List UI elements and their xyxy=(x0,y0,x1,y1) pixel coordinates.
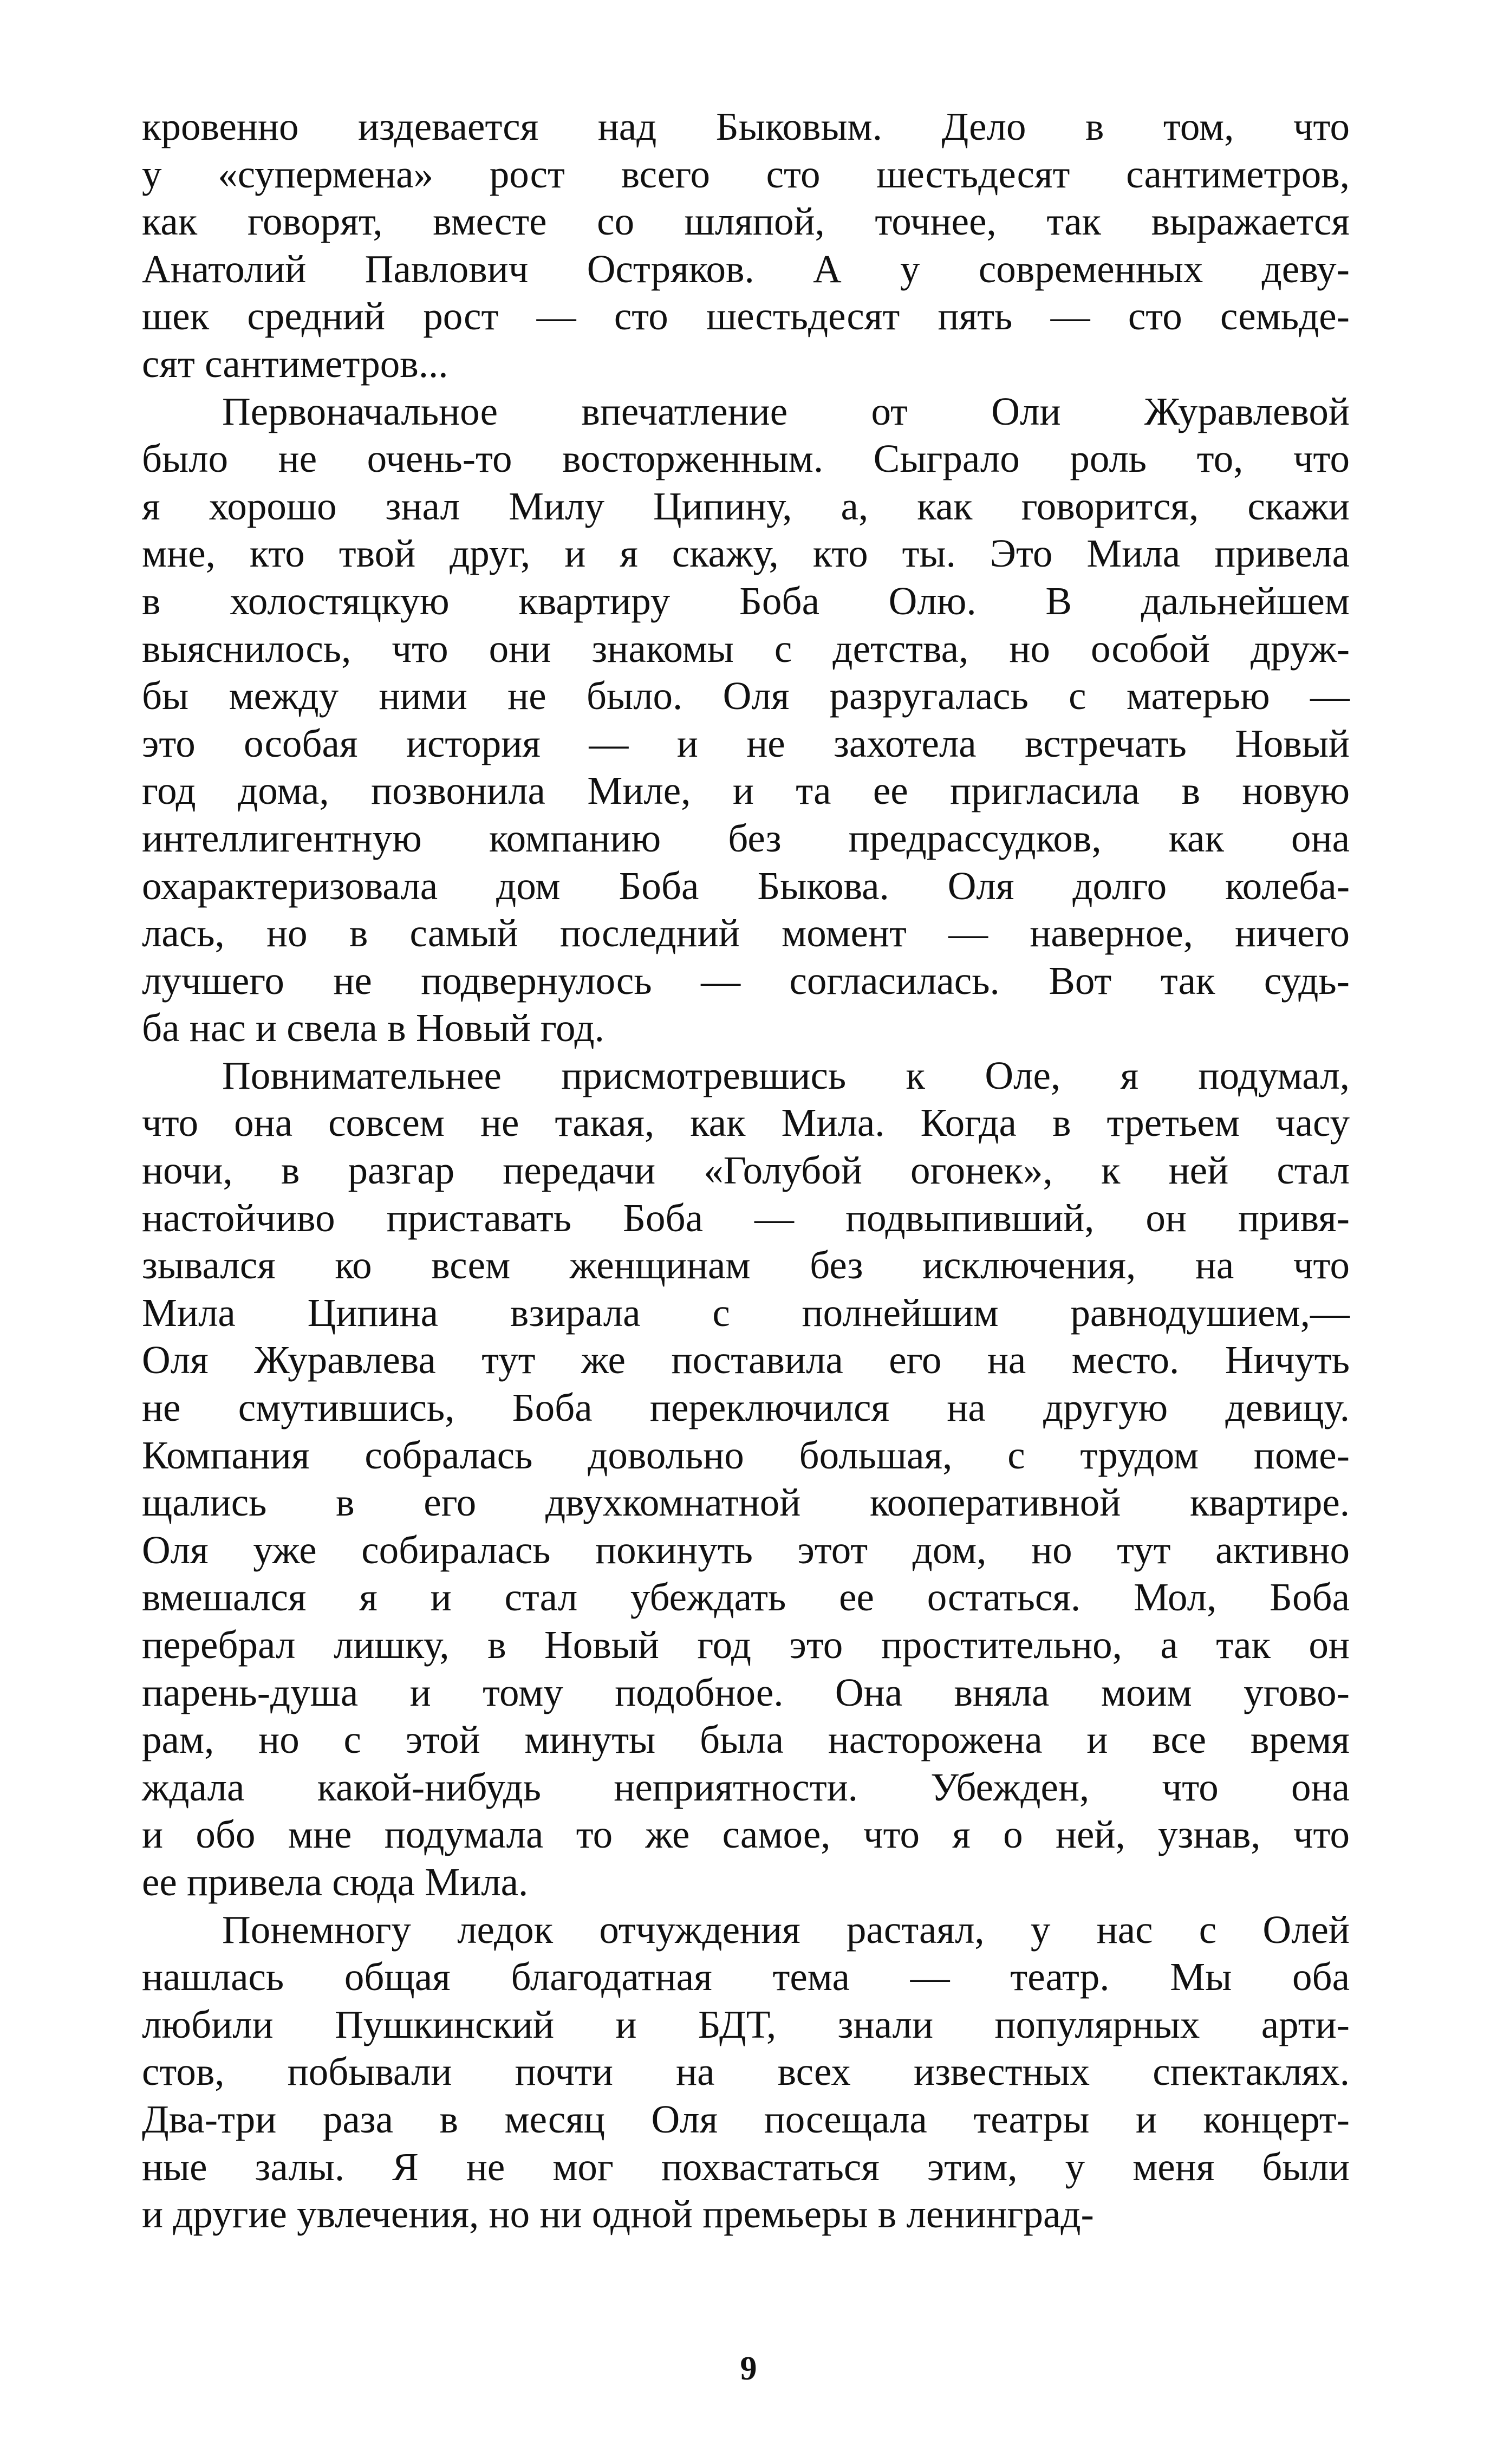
text-line: ждала какой-нибудь неприятности. Убежден, что она xyxy=(142,1765,1350,1809)
text-line: настойчиво приставать Боба — подвыпивший, он привя- xyxy=(142,1195,1350,1240)
text-line: в холостяцкую квартиру Боба Олю. В дальнейшем xyxy=(142,578,1350,623)
text-line: лучшего не подвернулось — согласилась. Вот так судь- xyxy=(142,958,1350,1003)
text-line: у «супермена» рост всего сто шестьдесят сантиметров, xyxy=(142,152,1350,196)
text-line: Мила Ципина взирала с полнейшим равнодушием,— xyxy=(142,1290,1350,1335)
paragraph xyxy=(142,388,1350,1052)
text-line: было не очень-то восторженным. Сыграло роль то, что xyxy=(142,437,1350,481)
text-line: сят сантиметров... xyxy=(142,341,448,386)
text-line: бы между ними не было. Оля разругалась с матерью — xyxy=(142,674,1350,718)
text-line: стов, побывали почти на всех известных спектаклях. xyxy=(142,2050,1350,2094)
text-line: Оля Журавлева тут же поставила его на место. Ничуть xyxy=(142,1338,1350,1382)
text-line: и другие увлечения, но ни одной премьеры в ленинград- xyxy=(142,2192,1094,2237)
text-line: и обо мне подумала то же самое, что я о ней, узнав, что xyxy=(142,1812,1350,1857)
text-line: это особая история — и не захотела встречать Новый xyxy=(142,721,1350,765)
text-line: щались в его двухкомнатной кооперативной квартире. xyxy=(142,1480,1350,1525)
text-line: перебрал лишку, в Новый год это простительно, а так он xyxy=(142,1623,1350,1667)
text-line: интеллигентную компанию без предрассудков, как она xyxy=(142,816,1350,860)
text-line: вмешался я и стал убеждать ее остаться. Мол, Боба xyxy=(142,1575,1350,1620)
paragraph xyxy=(142,103,1350,388)
text-line: любили Пушкинский и БДТ, знали популярных арти- xyxy=(142,2002,1350,2046)
paragraph xyxy=(142,1906,1350,2238)
text-line: Оля уже собиралась покинуть этот дом, но тут активно xyxy=(142,1527,1350,1572)
body-text xyxy=(142,103,1350,2238)
text-line: я хорошо знал Милу Ципину, а, как говорится, скажи xyxy=(142,484,1350,528)
text-line: шек средний рост — сто шестьдесят пять — сто семьде- xyxy=(142,294,1350,339)
text-line: выяснилось, что они знакомы с детства, но особой друж- xyxy=(142,626,1350,671)
text-line: Компания собралась довольно большая, с трудом поме- xyxy=(142,1433,1350,1477)
text-line: Первоначальное впечатление от Оли Журавлевой xyxy=(222,389,1350,433)
text-line: не смутившись, Боба переключился на другую девицу. xyxy=(142,1386,1350,1430)
text-line: мне, кто твой друг, и я скажу, кто ты. Это Мила привела xyxy=(142,531,1350,576)
text-line: ба нас и свела в Новый год. xyxy=(142,1006,604,1050)
text-line: ные залы. Я не мог похвастаться этим, у меня были xyxy=(142,2144,1350,2189)
text-line: Анатолий Павлович Остряков. А у современных деву- xyxy=(142,246,1350,291)
page-number: 9 xyxy=(740,2350,757,2387)
text-line: кровенно издевается над Быковым. Дело в том, что xyxy=(142,105,1350,148)
text-line: нашлась общая благодатная тема — театр. Мы оба xyxy=(142,1955,1350,1999)
text-line: Понемногу ледок отчуждения растаял, у нас с Олей xyxy=(222,1907,1350,1952)
text-line: Повнимательнее присмотревшись к Оле, я подумал, xyxy=(222,1053,1350,1097)
text-line: Два-три раза в месяц Оля посещала театры и концерт- xyxy=(142,2097,1350,2141)
text-line: зывался ко всем женщинам без исключения, на что xyxy=(142,1243,1350,1288)
text-line: как говорят, вместе со шляпой, точнее, так выражается xyxy=(142,199,1350,244)
text-line: ночи, в разгар передачи «Голубой огонек», к ней стал xyxy=(142,1148,1350,1193)
paragraph xyxy=(142,1052,1350,1906)
text-line: охарактеризовала дом Боба Быкова. Оля долго колеба- xyxy=(142,863,1350,908)
text-line: лась, но в самый последний момент — наверное, ничего xyxy=(142,911,1350,955)
text-line: парень-душа и тому подобное. Она вняла моим угово- xyxy=(142,1670,1350,1714)
text-line: что она совсем не такая, как Мила. Когда в третьем часу xyxy=(142,1101,1350,1145)
text-line: рам, но с этой минуты была настороженa и все время xyxy=(142,1718,1350,1762)
text-line: год дома, позвонила Миле, и та ее пригласила в новую xyxy=(142,769,1350,813)
text-line: ее привела сюда Мила. xyxy=(142,1860,529,1904)
